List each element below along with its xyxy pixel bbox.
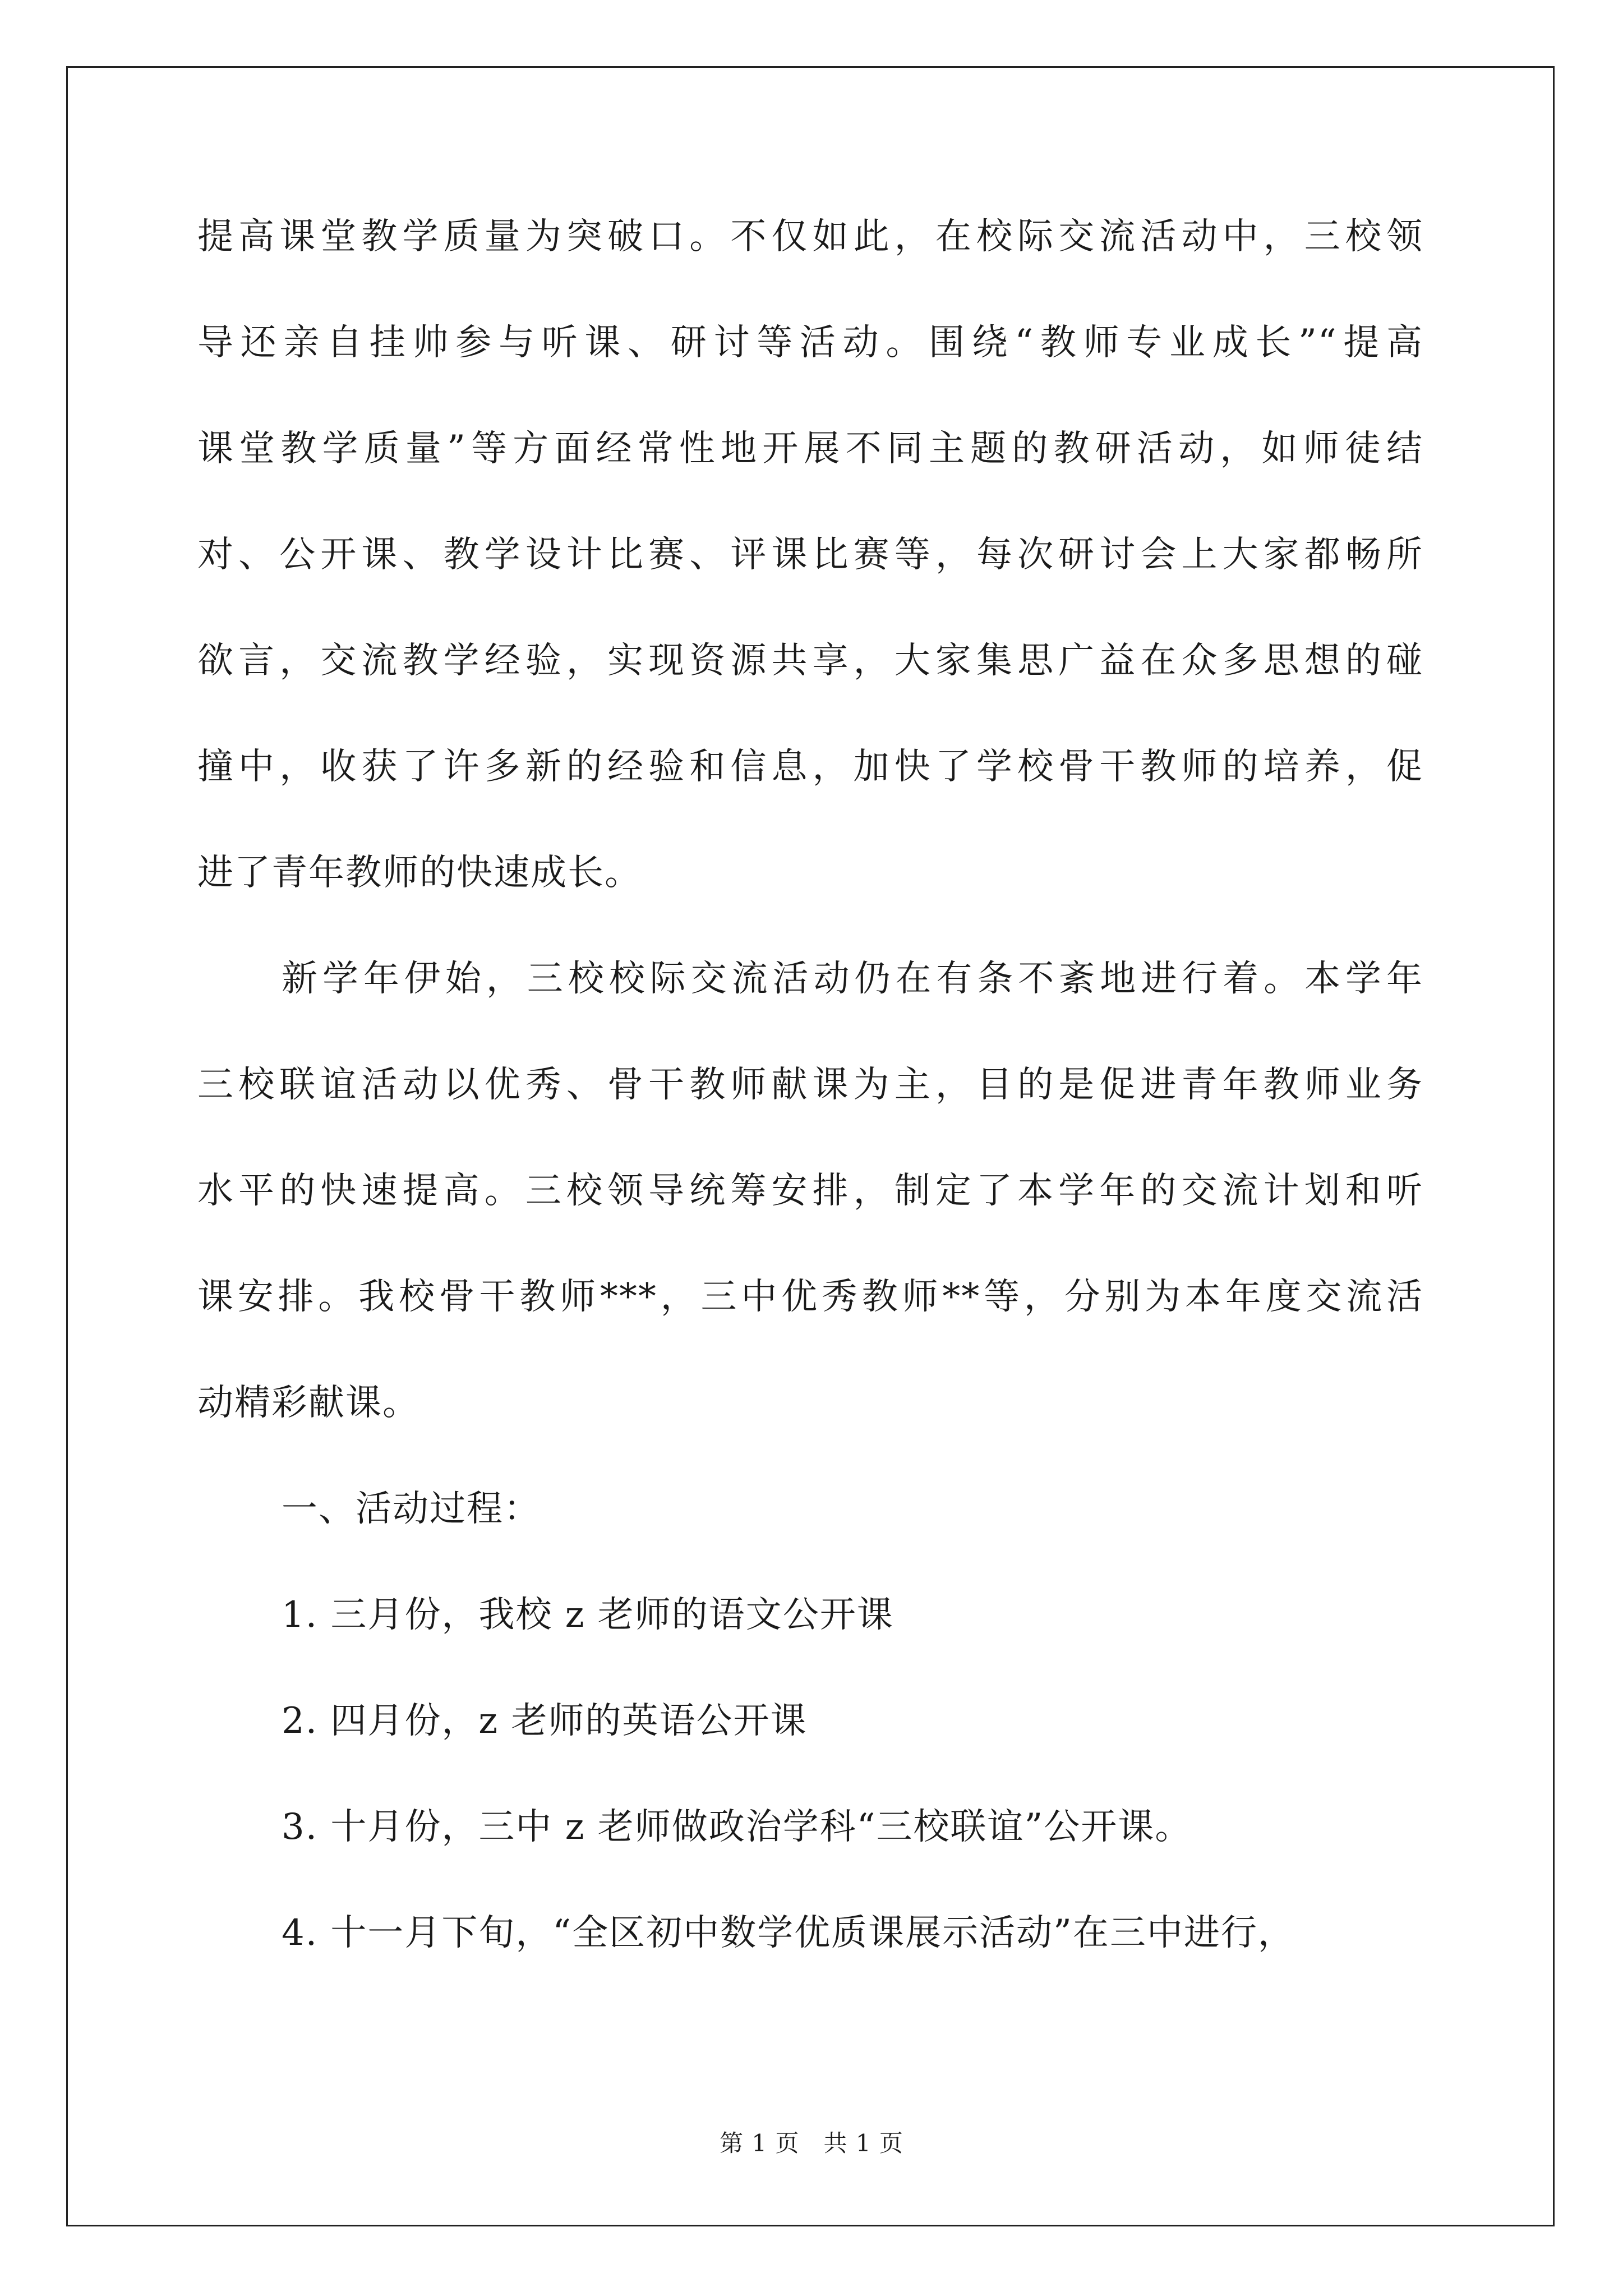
list-item [197,1912,1423,2022]
text-line: 动精彩献课。 [197,1382,419,1424]
page-number-footer: 第 1 页 共 1 页 [720,2129,903,2157]
text-line: 新学年伊始，三校校际交流活动仍在有条不紊地进行着。本学年 [282,958,1423,1000]
text-line: 4. 十一月下旬，“全区初中数学优质课展示活动”在三中进行， [282,1912,1295,1954]
text-line: 3. 十月份，三中 z 老师做政治学科“三校联谊”公开课。 [282,1806,1192,1848]
text-line: 课堂教学质量”等方面经常性地开展不同主题的教研活动，如师徒结 [197,428,1423,470]
paragraph-1 [197,216,1423,962]
list-item [197,1806,1423,1916]
text-line: 课安排。我校骨干教师***，三中优秀教师**等，分别为本年度交流活 [197,1276,1423,1318]
paragraph-2 [197,958,1423,1492]
text-line: 导还亲自挂帅参与听课、研讨等活动。围绕“教师专业成长”“提高 [197,322,1423,364]
section-heading [197,1488,1423,1598]
text-line: 2. 四月份，z 老师的英语公开课 [282,1700,808,1742]
text-line: 水平的快速提高。三校领导统筹安排，制定了本学年的交流计划和听 [197,1170,1423,1212]
text-line: 欲言，交流教学经验，实现资源共享，大家集思广益在众多思想的碰 [197,640,1423,682]
text-line: 对、公开课、教学设计比赛、评课比赛等，每次研讨会上大家都畅所 [197,534,1423,576]
text-line: 提高课堂教学质量为突破口。不仅如此，在校际交流活动中，三校领 [197,216,1423,257]
list-item [197,1700,1423,1810]
document-body [197,216,1423,2022]
text-line: 三校联谊活动以优秀、骨干教师献课为主，目的是促进青年教师业务 [197,1064,1423,1106]
text-line: 1. 三月份，我校 z 老师的语文公开课 [282,1594,894,1636]
text-line: 一、活动过程： [282,1488,541,1530]
list-item [197,1594,1423,1704]
text-line: 进了青年教师的快速成长。 [197,852,642,894]
text-line: 撞中，收获了许多新的经验和信息，加快了学校骨干教师的培养，促 [197,746,1423,788]
